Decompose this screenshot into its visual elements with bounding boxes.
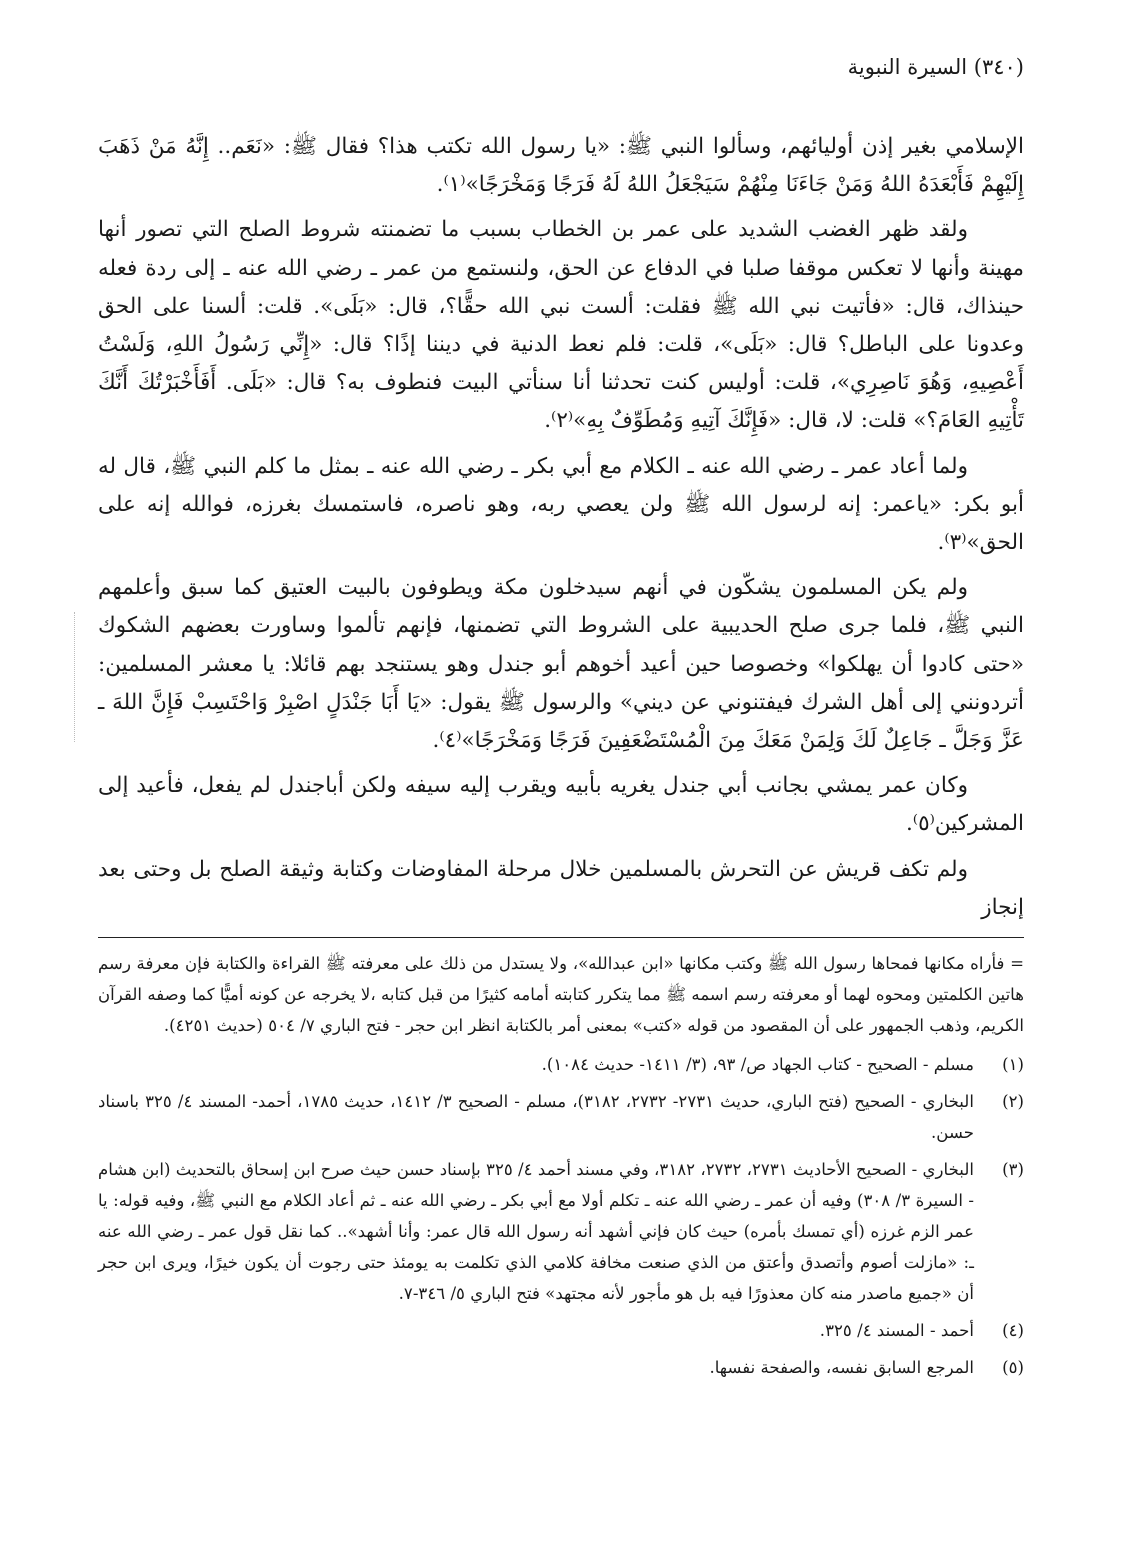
- footnote-5: [98, 1352, 1024, 1383]
- footnote-1: [98, 1049, 1024, 1080]
- footnote-text: البخاري - الصحيح (فتح الباري، حديث ٢٧٣١- ٢٧٣٢، ٣١٨٢)، مسلم - الصحيح ٣/ ١٤١٢، حديث ١٧٨٥، أحمد- المسند ٤/ ٣٢٥ باسناد حسن.: [98, 1092, 974, 1143]
- footnote-4: [98, 1315, 1024, 1346]
- footnote-number: (٣): [1002, 1160, 1024, 1180]
- paragraph-1: الإسلامي بغير إذن أوليائهم، وسألوا النبي ﷺ: «يا رسول الله تكتب هذا؟ فقال ﷺ: «نَعَم.. إِنَّهُ مَنْ ذَهَبَ إِلَيْهِمْ فَأَبْعَدَهُ اللهُ وَمَنْ جَاءَنَا مِنْهُمْ سَيَجْعَلُ اللهُ لَهُ فَرَجًا وَمَخْرَجًا»⁽١⁾.: [98, 134, 1024, 198]
- footnote-3: [98, 1154, 1024, 1309]
- footnote-text: مسلم - الصحيح - كتاب الجهاد ص/ ٩٣، (٣/ ١٤١١- حديث ١٠٨٤).: [541, 1055, 974, 1075]
- footnote-number: (٤): [1002, 1321, 1024, 1341]
- scan-artifact-line: [74, 612, 75, 742]
- paragraph-5: وكان عمر يمشي بجانب أبي جندل يغريه بأبيه ويقرب إليه سيفه ولكن أباجندل لم يفعل، فأعيد إلى المشركين⁽٥⁾.: [98, 773, 1024, 837]
- footnote-number: (٥): [1002, 1358, 1024, 1378]
- running-header: (٣٤٠) السيرة النبوية: [847, 55, 1024, 79]
- footnotes: [98, 948, 1024, 1383]
- footnote-text: أحمد - المسند ٤/ ٣٢٥.: [819, 1321, 974, 1341]
- footnote-2: [98, 1086, 1024, 1148]
- footnote-text: البخاري - الصحيح الأحاديث ٢٧٣١، ٢٧٣٢، ٣١٨٢، وفي مسند أحمد ٤/ ٣٢٥ بإسناد حسن حيث صرح ابن إسحاق بالتحديث (ابن هشام - السيرة ٣/ ٣٠٨) وفيه أن عمر ـ رضي الله عنه ـ تكلم أولا مع أبي بكر ـ رضي الله عنه ـ ثم أعاد الكلام مع النبي ﷺ، وفيه قوله: يا عمر الزم غرزه (أي تمسك بأمره) حيث كان فإني أشهد أنه رسول الله قال عمر: وأنا أشهد».. كما نقل قول عمر ـ رضي الله عنه ـ: «مازلت أصوم وأتصدق وأعتق من الذي صنعت مخافة كلامي الذي تكلمت به يومئذ حتى رجوت أن يكون خيرًا، ويرى ابن حجر أن «جميع ماصدر منه كان معذورًا فيه بل هو مأجور لأنه مجتهد» فتح الباري ٥/ ٣٤٦-٧.: [98, 1160, 974, 1304]
- paragraph-3: ولما أعاد عمر ـ رضي الله عنه ـ الكلام مع أبي بكر ـ رضي الله عنه ـ بمثل ما كلم النبي ﷺ، قال له أبو بكر: «ياعمر: إنه لرسول الله ﷺ ولن يعصي ربه، وهو ناصره، فاستمسك بغرزه، فوالله إنه على الحق»⁽٣⁾.: [98, 453, 1024, 556]
- footnote-text: المرجع السابق نفسه، والصفحة نفسها.: [709, 1358, 974, 1378]
- footnote-number: (٢): [1002, 1092, 1024, 1112]
- footnote-separator: [98, 937, 1024, 938]
- footnote-continuation: = فأراه مكانها فمحاها رسول الله ﷺ وكتب مكانها «ابن عبدالله»، ولا يستدل من ذلك على معرفته ﷺ القراءة والكتابة فإن معرفة رسم هاتين الكلمتين ومحوه لهما أو معرفته رسم اسمه ﷺ مما يتكرر كتابته أمامه كثيرًا من قبل كتابه ،لا يخرجه عن كونه أميًّا كما وصفه القرآن الكريم، وذهب الجمهور على أن المقصود من قوله «كتب» بمعنى أمر بالكتابة انظر ابن حجر - فتح الباري ٧/ ٥٠٤ (حديث ٤٢٥١).: [98, 954, 1024, 1036]
- footnote-number: (١): [1002, 1055, 1024, 1075]
- main-text: [98, 128, 1024, 927]
- paragraph-4: ولم يكن المسلمون يشكّون في أنهم سيدخلون مكة ويطوفون بالبيت العتيق كما سبق وأعلمهم النبي ﷺ، فلما جرى صلح الحديبية على الشروط التي تضمنها، فإنهم تألموا وساورت بعضهم الشكوك «حتى كادوا أن يهلكوا» وخصوصا حين أعيد أخوهم أبو جندل وهو يستنجد بهم قائلا: يا معشر المسلمين: أتردونني إلى أهل الشرك فيفتنوني عن ديني» والرسول ﷺ يقول: «يَا أَبَا جَنْدَلٍ اصْبِرْ وَاحْتَسِبْ فَإِنَّ اللهَ ـ عَزَّ وَجَلَّ ـ جَاعِلٌ لَكَ وَلِمَنْ مَعَكَ مِنَ الْمُسْتَضْعَفِينَ فَرَجًا وَمَخْرَجًا»⁽٤⁾.: [98, 575, 1024, 754]
- paragraph-2: ولقد ظهر الغضب الشديد على عمر بن الخطاب بسبب ما تضمنته شروط الصلح التي تصور أنها مهينة وأنها لا تعكس موقفا صلبا في الدفاع عن الحق، ولنستمع من عمر ـ رضي الله عنه ـ إلى ردة فعله حينذاك، قال: «فأتيت نبي الله ﷺ فقلت: ألست نبي الله حقًّا؟، قال: «بَلَى». قلت: ألسنا على الحق وعدونا على الباطل؟ قال: «بَلَى»، قلت: فلم نعط الدنية في ديننا إذًا؟ قال: «إِنِّي رَسُولُ اللهِ، وَلَسْتُ أَعْصِيهِ، وَهُوَ نَاصِرِي»، قلت: أوليس كنت تحدثنا أنا سنأتي البيت فنطوف به؟ قال: «بَلَى. أَفَأَخْبَرْتُكَ أَنَّكَ تَأْتِيهِ العَامَ؟» قلت: لا، قال: «فَإِنَّكَ آتِيهِ وَمُطَوِّفٌ بِهِ»⁽٢⁾.: [98, 217, 1024, 434]
- paragraph-6: ولم تكف قريش عن التحرش بالمسلمين خلال مرحلة المفاوضات وكتابة وثيقة الصلح بل وحتى بعد إنجاز: [98, 856, 1024, 920]
- book-page: [98, 50, 1024, 1389]
